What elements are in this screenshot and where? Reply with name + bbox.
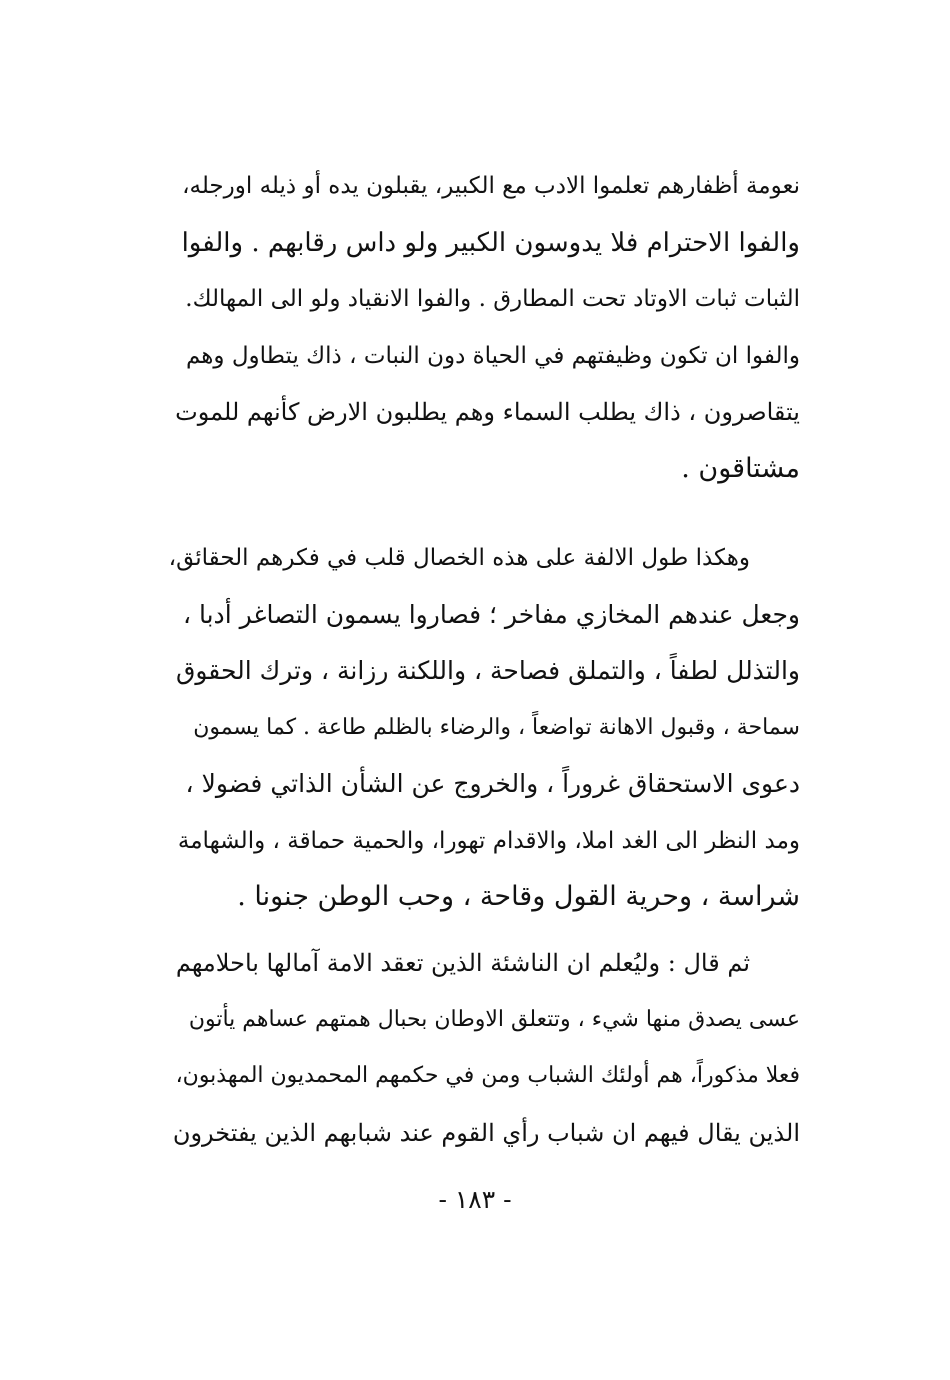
- text-line: وجعل عندهم المخازي مفاخر ؛ فصاروا يسمون التصاغر أدبا ،: [182, 599, 800, 629]
- text-line: وهكذا طول الالفة على هذه الخصال قلب في فكرهم الحقائق،: [168, 545, 750, 571]
- text-line: نعومة أظفارهم تعلموا الادب مع الكبير، يقبلون يده أو ذيله اورجله،: [182, 173, 800, 199]
- text-line: دعوى الاستحقاق غروراً ، والخروج عن الشأن الذاتي فضولا ،: [185, 769, 800, 798]
- paragraph-1: [168, 158, 800, 497]
- text-line: الثبات ثبات الاوتاد تحت المطارق . والفوا الانقياد ولو الى المهالك.: [185, 286, 800, 312]
- text-line: شراسة ، وحرية القول وقاحة ، وحب الوطن جنونا .: [237, 881, 800, 912]
- text-line: سماحة ، وقبول الاهانة تواضعاً ، والرضاء بالظلم طاعة . كما يسمون: [193, 714, 800, 740]
- text-line: الذين يقال فيهم ان شباب رأي القوم عند شبابهم الذين يفتخرون: [172, 1118, 800, 1147]
- text-line: والفوا ان تكون وظيفتهم في الحياة دون النبات ، ذاك يتطاول وهم: [185, 342, 800, 369]
- paragraph-3: [168, 935, 800, 1161]
- page-number: - ١٨٣ -: [438, 1185, 512, 1214]
- paragraph-2: [168, 530, 800, 926]
- text-line: يتقاصرون ، ذاك يطلب السماء وهم يطلبون الارض كأنهم للموت: [175, 398, 800, 426]
- text-line: ثم قال : وليُعلم ان الناشئة الذين تعقد الامة آمالها باحلامهم: [175, 949, 750, 977]
- text-line: والفوا الاحترام فلا يدوسون الكبير ولو داس رقابهم . والفوا: [181, 227, 800, 258]
- text-line: مشتاقون .: [681, 452, 800, 484]
- text-line: ومد النظر الى الغد املا، والاقدام تهورا، والحمية حماقة ، والشهامة: [177, 827, 800, 854]
- text-line: فعلا مذكوراً، هم أولئك الشباب ومن في حكمهم المحمديون المهذبون،: [175, 1063, 800, 1088]
- text-line: والتذلل لطفاً ، والتملق فصاحة ، واللكنة رزانة ، وترك الحقوق: [176, 656, 800, 685]
- text-line: عسى يصدق منها شيء ، وتتعلق الاوطان بحبال همتهم عساهم يأتون: [188, 1006, 800, 1032]
